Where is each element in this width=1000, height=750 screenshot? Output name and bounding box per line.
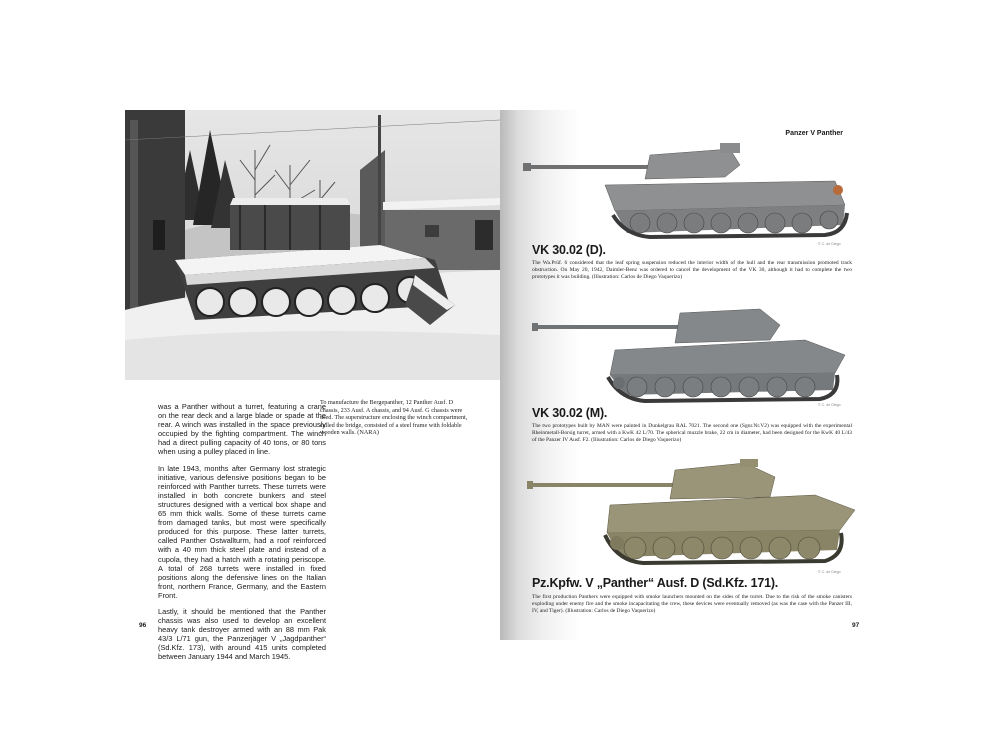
tank-caption-vk3002d: The Wa.Prüf. 6 considered that the leaf spring suspension reduced the interior width of the hull and the rear transmission promoted track obstruction. On May 20, 1942, Daimler-Benz was ordered to cancel the development of the VK 30, although it had to complete the two prototypes it was building. (Illustration: Carlos de Diego Vaquerizo) bbox=[532, 260, 852, 280]
tank-title-panther-ausf-d: Pz.Kpfw. V „Panther“ Ausf. D (Sd.Kfz. 171). bbox=[532, 576, 779, 590]
tank-title-vk3002m: VK 30.02 (M). bbox=[532, 406, 608, 420]
paragraph-ostwallturm: In late 1943, months after Germany lost strategic initiative, various defensive positions began to be reinforced with Panther turrets. These turrets were installed in both concrete bunkers and steel structures designed with a vertical box shape and 65 mm thick walls. Some of these turrets came from damaged tanks, but most were specifically produced for this purpose. These latter turrets, called Panther Ostwallturm, had a roof reinforced with a 40 mm thick steel plate and instead of a cupola, they had a hatch with a rotating periscope. A total of 268 turrets were installed in fixed positions along the defensive lines on the Italian front, northern France, Germany, and the Eastern Front. bbox=[158, 463, 326, 600]
bergepanther-photo-illustration bbox=[125, 110, 500, 380]
paragraph-bergepanther: was a Panther without a turret, featuring a crane on the rear deck and a large blade or spade at the rear. A winch was installed in the space previously occupied by the fighting compartment. The winch had a direct pulling capacity of 40 tons, or 80 tons when using a pulley placed in line. bbox=[158, 402, 326, 457]
panther-ausf-d-illustration bbox=[515, 455, 860, 570]
tank-caption-panther-ausf-d: The first production Panthers were equipped with smoke launchers mounted on the sides of the turret. Due to the risk of the smoke canisters exploding under enemy fire and the smoke incapacitating the crew, these devices were eventually removed (as was the case with the Panzer III, IV, and Tiger). (Illustration: Carlos de Diego Vaquerizo) bbox=[532, 594, 852, 614]
running-header: Panzer V Panther bbox=[785, 130, 843, 137]
vk3002m-illustration bbox=[515, 295, 860, 405]
illustration-credit-2: © C. de Diego bbox=[818, 403, 841, 407]
page-number-right: 97 bbox=[852, 622, 860, 629]
paragraph-jagdpanther: Lastly, it should be mentioned that the Panther chassis was also used to develop an excellent heavy tank destroyer armed with an 88 mm Pak 43/3 L/71 gun, the Panzerjäger V „Jagdpanther“ (Sd.Kfz. 173), with around 415 units completed between January 1944 and March 1945. bbox=[158, 606, 326, 662]
illustration-credit-1: © C. de Diego bbox=[818, 242, 841, 246]
photo-caption: To manufacture the Bergepanther, 12 Panther Ausf. D chassis, 233 Ausf. A chassis, and 94 Ausf. G chassis were used. The superstructure enclosing the winch compartment, called the bridge, consisted of a steel frame with foldable wooden walls. (NARA) bbox=[320, 399, 468, 437]
left-page bbox=[125, 110, 500, 662]
tank-caption-vk3002m: The two prototypes built by MAN were painted in Dunkelgrau RAL 7021. The second one (Sgnr.Nr.V2) was equipped with the experimental Rheinmetall-Borsig turret, armed with a KwK 42 L/70. The spherical muzzle brake, 22 cm in diameter, had been designed for the KwK 40 L/43 of the Panzer IV Ausf. F2. (Illustration: Carlos de Diego Vaquerizo) bbox=[532, 423, 852, 443]
tank-title-vk3002d: VK 30.02 (D). bbox=[532, 243, 606, 257]
bergepanther-photo bbox=[125, 110, 500, 380]
body-text-column bbox=[158, 402, 326, 669]
page-number-left: 96 bbox=[139, 622, 147, 629]
right-page bbox=[500, 110, 875, 640]
vk3002d-illustration bbox=[515, 135, 860, 240]
illustration-credit-3: © C. de Diego bbox=[818, 570, 841, 574]
